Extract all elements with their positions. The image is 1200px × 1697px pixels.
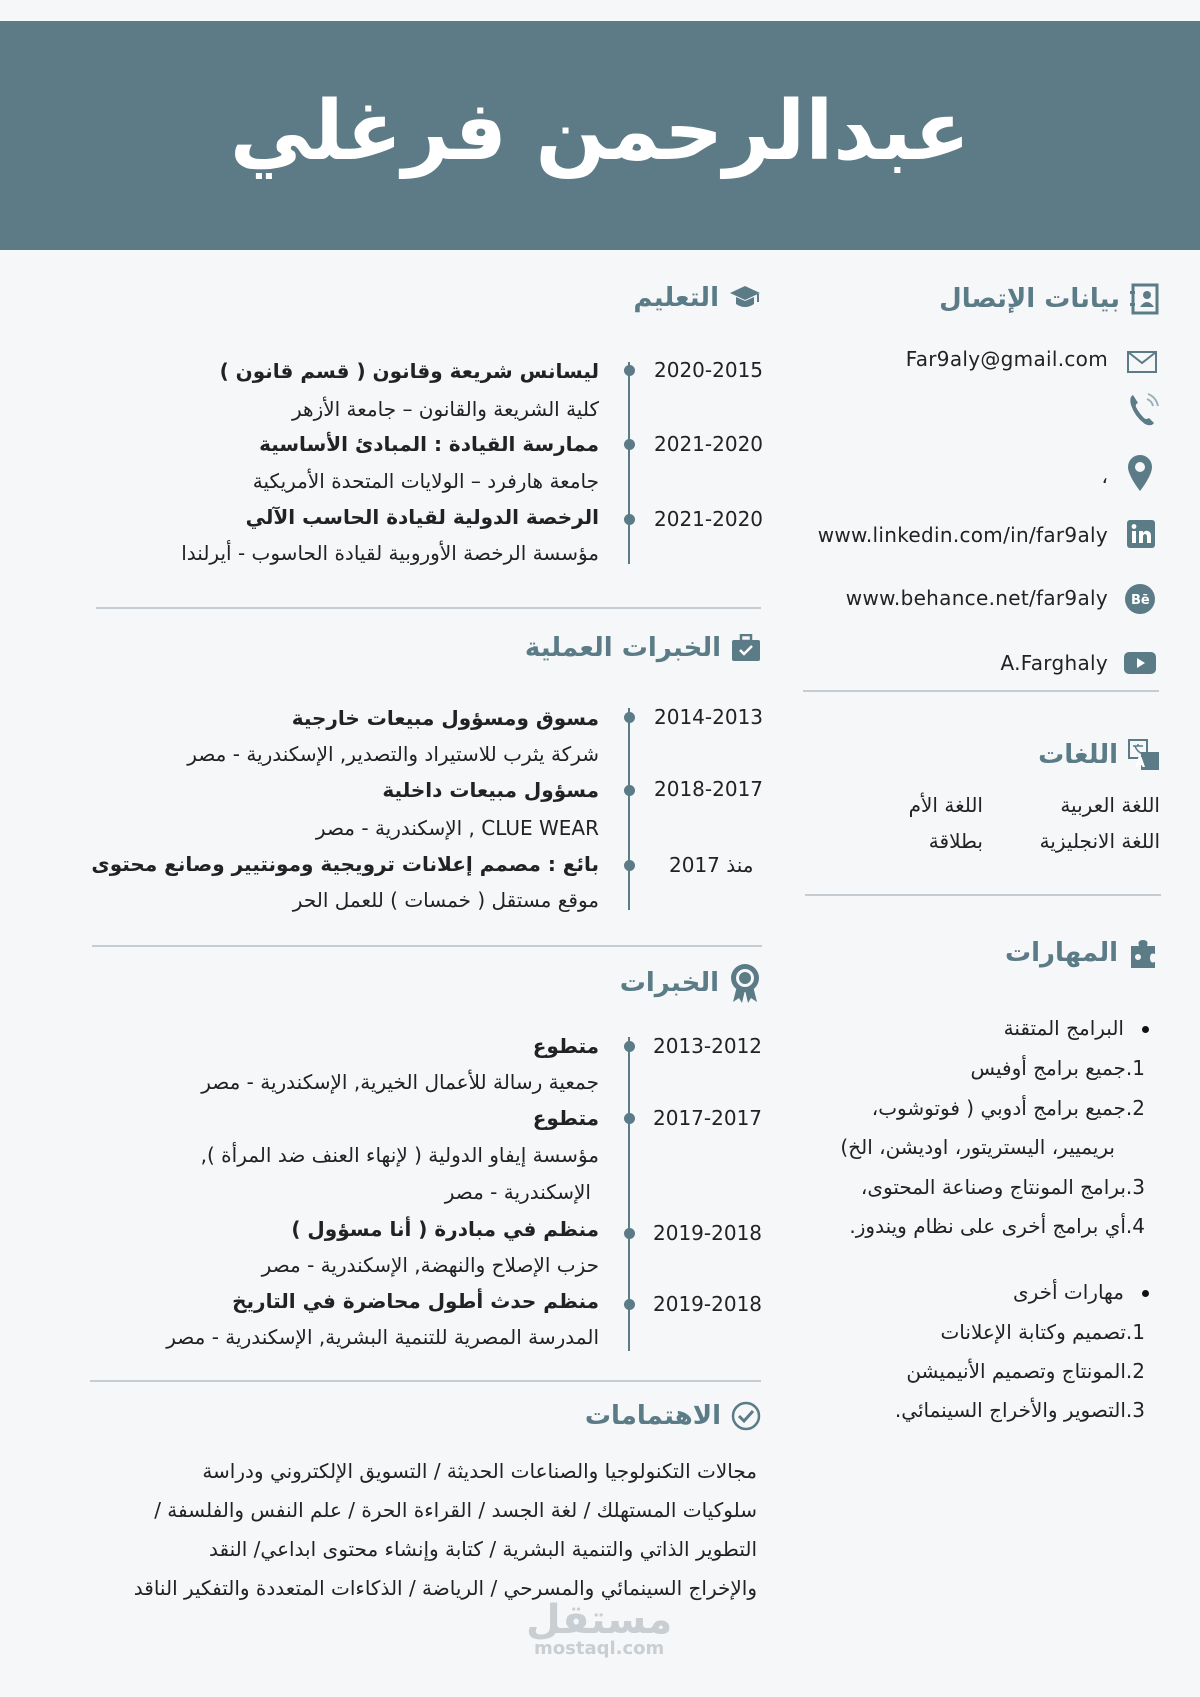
education-divider [96, 607, 761, 609]
education-timeline [628, 362, 630, 564]
timeline-dot [624, 712, 635, 723]
experience-date: منذ 2017 [669, 853, 754, 877]
volunteer-divider [90, 1380, 761, 1382]
volunteer-date: 2019-2018 [653, 1221, 763, 1245]
award-ribbon-icon [729, 962, 761, 1004]
person-name: عبدالرحمن فرغلي [229, 84, 971, 179]
youtube-icon [1124, 652, 1156, 674]
timeline-dot [624, 1113, 635, 1124]
skill-item: 3.التصوير والأخراج السينمائي. [894, 1398, 1145, 1422]
skill-item: 3.برامج المونتاج وصناعة المحتوى، [860, 1175, 1145, 1199]
education-place: جامعة هارفرد – الولايات المتحدة الأمريكية [252, 469, 599, 493]
experience-date: 2014-2013 [654, 705, 764, 729]
education-date: 2020-2015 [654, 358, 764, 382]
volunteer-place: جمعية رسالة للأعمال الخيرية, الإسكندرية - مصر [201, 1070, 599, 1094]
mostaql-watermark: مستقل mostaql.com [526, 1597, 673, 1659]
volunteer-place: مؤسسة إيفاو الدولية ( لإنهاء العنف ضد المرأة ), [200, 1143, 599, 1167]
timeline-dot [624, 785, 635, 796]
interests-line: التطوير الذاتي والتنمية البشرية / كتابة وإنشاء محتوى ابداعي/ النقد [209, 1537, 757, 1561]
volunteer-title: منظم في مبادرة ( أنا مسؤول ) [291, 1217, 599, 1241]
contact-card-icon [1130, 283, 1160, 315]
volunteer-place: حزب الإصلاح والنهضة, الإسكندرية - مصر [261, 1253, 599, 1277]
experience-divider [92, 945, 762, 947]
experience-title: مسوق ومسؤول مبيعات خارجية [291, 706, 599, 730]
skill-item: 2.جميع برامج أدوبي ( فوتوشوب، [871, 1096, 1145, 1120]
education-title: ممارسة القيادة : المبادئ الأساسية [259, 432, 599, 456]
check-circle-icon [731, 1401, 761, 1431]
skill-item: 1.تصميم وكتابة الإعلانات [940, 1320, 1145, 1344]
volunteer-place: المدرسة المصرية للتنمية البشرية, الإسكندرية - مصر [166, 1325, 599, 1349]
linkedin-link[interactable]: www.linkedin.com/in/far9aly [817, 523, 1108, 547]
interests-section-title: الاهتمامات [585, 1401, 761, 1431]
education-title: ليسانس شريعة وقانون ( قسم قانون ) [219, 359, 599, 383]
skills-bullet [1142, 1026, 1149, 1033]
skills-bullet [1142, 1290, 1149, 1297]
volunteer-place-line2: الإسكندرية - مصر [444, 1180, 591, 1204]
skill-item: 2.المونتاج وتصميم الأنيميشن [906, 1359, 1145, 1383]
timeline-dot [624, 1299, 635, 1310]
education-place: كلية الشريعة والقانون – جامعة الأزهر [291, 397, 599, 421]
skill-item: 4.أي برامج أخرى على نظام ويندوز. [849, 1214, 1145, 1238]
skills-group-title: مهارات أخرى [1012, 1280, 1124, 1304]
experience-date: 2018-2017 [654, 777, 764, 801]
volunteer-title: متطوع [532, 1034, 599, 1058]
experience-title: مسؤول مبيعات داخلية [382, 778, 599, 802]
language-level: بطلاقة [928, 829, 983, 853]
education-section-title: التعليم [633, 283, 761, 313]
volunteer-date: 2017-2017 [653, 1106, 763, 1130]
languages-divider [805, 894, 1161, 896]
graduation-cap-icon [729, 284, 761, 312]
puzzle-icon [1128, 937, 1160, 969]
volunteer-date: 2019-2018 [653, 1292, 763, 1316]
education-place: مؤسسة الرخصة الأوروبية لقيادة الحاسوب - أيرلندا [181, 541, 599, 565]
svg-text:Bē: Bē [1131, 593, 1150, 608]
behance-icon [1125, 584, 1155, 614]
skills-section-title: المهارات [1005, 937, 1160, 969]
behance-link[interactable]: www.behance.net/far9aly [845, 586, 1108, 610]
contact-section-title: بيانات الإتصال [939, 283, 1160, 315]
education-title: الرخصة الدولية لقيادة الحاسب الآلي [245, 505, 599, 529]
timeline-dot [624, 860, 635, 871]
volunteer-date: 2013-2012 [653, 1034, 763, 1058]
interests-text [17, 1452, 757, 1608]
experience-place: موقع مستقل ( خمسات ) للعمل الحر [292, 888, 599, 912]
language-level: اللغة الأم [908, 793, 983, 817]
phone-icon [1127, 391, 1159, 427]
skill-item: 1.جميع برامج أوفيس [970, 1056, 1145, 1080]
timeline-dot [624, 1041, 635, 1052]
experience-section-title: الخبرات العملية [525, 633, 761, 663]
volunteer-title: متطوع [532, 1106, 599, 1130]
experience-timeline [628, 708, 630, 910]
volunteer-title: منظم حدث أطول محاضرة في التاريخ [232, 1289, 599, 1313]
youtube-link[interactable]: A.Farghaly [1000, 651, 1108, 675]
language-name: اللغة العربية [1060, 793, 1160, 817]
envelope-icon [1127, 351, 1157, 373]
email-text[interactable]: Far9aly@gmail.com [905, 347, 1108, 371]
timeline-dot [624, 439, 635, 450]
interests-line: والإخراج السينمائي والمسرحي / الرياضة / الذكاءات المتعددة والتفكير الناقد [133, 1576, 757, 1600]
experience-place: شركة يثرب للاستيراد والتصدير, الإسكندرية - مصر [187, 742, 599, 766]
languages-section-title: A اللغات [1038, 739, 1160, 771]
location-pin-icon [1127, 454, 1153, 492]
briefcase-icon [731, 634, 761, 662]
svg-text:A: A [1134, 756, 1145, 771]
experience-title: بائع : مصمم إعلانات ترويجية ومونتيير وصانع محتوى [91, 852, 599, 876]
location-text: ، [1101, 464, 1108, 488]
linkedin-icon [1127, 520, 1155, 548]
education-date: 2021-2020 [654, 432, 764, 456]
skills-group-title: البرامج المتقنة [1003, 1016, 1124, 1040]
language-name: اللغة الانجليزية [1039, 829, 1160, 853]
experience-place: CLUE WEAR , الإسكندرية - مصر [315, 816, 599, 840]
skill-item: بريميير، اليستريتور، اوديشن، الخ) [840, 1135, 1115, 1159]
education-date: 2021-2020 [654, 507, 764, 531]
timeline-dot [624, 514, 635, 525]
interests-line: سلوكيات المستهلك / لغة الجسد / القراءة الحرة / علم النفس والفلسفة / [154, 1498, 757, 1522]
header-banner [0, 21, 1200, 250]
timeline-dot [624, 1228, 635, 1239]
translate-icon [1128, 739, 1160, 771]
contact-divider [803, 690, 1159, 692]
interests-line: مجالات التكنولوجيا والصناعات الحديثة / التسويق الإلكتروني ودراسة [202, 1459, 757, 1483]
volunteer-section-title: الخبرات [620, 962, 761, 1004]
timeline-dot [624, 365, 635, 376]
